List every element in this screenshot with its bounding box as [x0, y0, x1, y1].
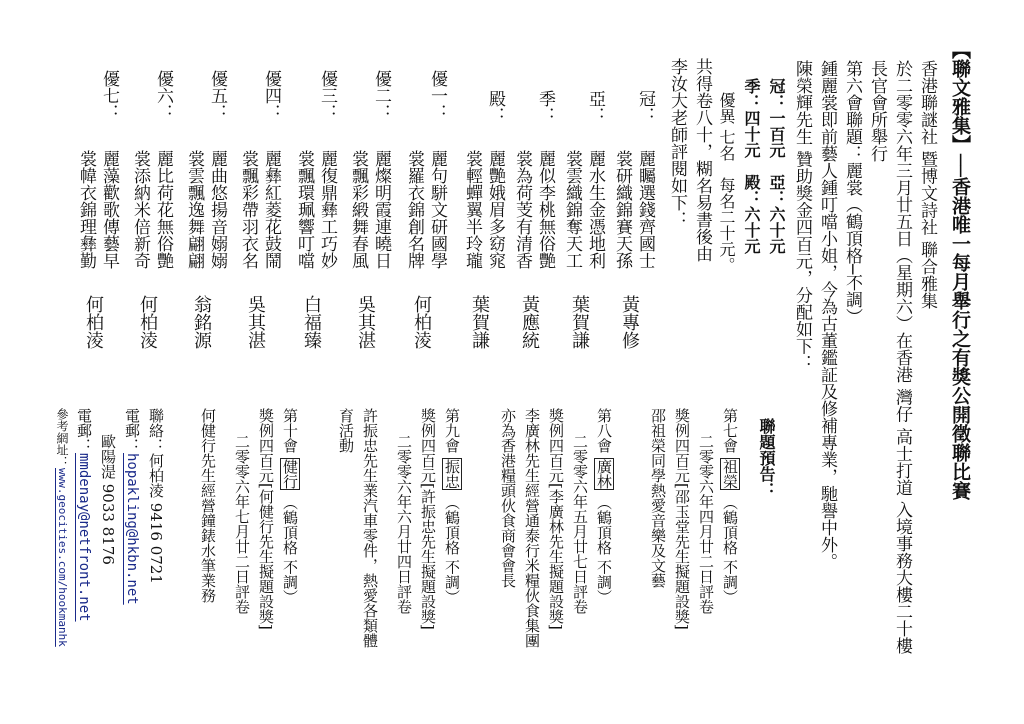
contact-person-2: 歐陽湜 9033 8176: [99, 434, 117, 565]
winner-line: 麗水生金憑地利: [585, 150, 605, 269]
session-number: 第八會: [595, 408, 613, 453]
winner-author: 白福臻: [301, 295, 322, 349]
winner-author: 吳其湛: [355, 295, 376, 349]
preview-session: [444, 408, 459, 604]
winner-author: 吳其湛: [245, 295, 266, 349]
session-topic: 振忠: [443, 458, 461, 489]
session-topic: 祖榮: [721, 458, 739, 489]
intro-line: 陳榮輝先生 贊助獎金四百元，分配如下：: [792, 60, 812, 372]
preview-prize: 獎例四百元[李廣林先生擬題設獎]: [547, 408, 565, 630]
winner-line: 麗比荷花無俗艷: [153, 150, 173, 269]
contact-person: [148, 408, 163, 584]
intro-line: 長官會所舉行: [867, 60, 887, 162]
winner-rank: 亞：: [585, 90, 605, 124]
preview-session: [282, 408, 297, 604]
intro-line: 香港聯謎社 暨博文詩社 聯合雅集: [917, 60, 937, 309]
winner-line: 麗曲悠揚音嫋嫋: [207, 150, 227, 269]
winner-line: 麗燦明霞連曉日: [371, 150, 391, 269]
preview-prize: 獎例四百元[許振忠先生擬題設獎]: [419, 408, 437, 630]
prize-text: 季：四十元 殿：六十元: [742, 78, 761, 254]
winner-rank: 冠：: [635, 90, 655, 124]
page-title: 【聯文雅集】──香港唯一每月舉行之有獎公開徵聯比賽: [949, 40, 971, 500]
winner-rank: 優七：: [99, 70, 119, 121]
email-label: 電郵：: [75, 408, 93, 453]
winner-line: 裳輕蟬翼半玲瓏: [462, 150, 482, 269]
honor-line: 優異 七名 每名二十元。: [717, 92, 736, 274]
contact-email: [124, 408, 139, 605]
session-number: 第十會: [281, 408, 299, 453]
reference-url: [56, 408, 68, 647]
winner-author: 黃應統: [519, 295, 540, 349]
intro-line: 第六會聯題：麗裳（鶴頂格─不調）: [842, 60, 862, 326]
contact-label: 聯絡：: [147, 408, 165, 453]
preview-session: [596, 408, 611, 604]
session-format: （鶴頂格 不調）: [595, 494, 613, 605]
winner-author: 葉賀謙: [569, 295, 590, 349]
intro-line: 於二零零六年三月廿五日（星期六）在香港 灣仔 高士打道 入境事務大樓二十樓: [892, 60, 912, 655]
preview-note: 育活動: [337, 408, 355, 453]
preview-session: [722, 408, 737, 604]
winner-line: 麗句駢文研國學: [427, 150, 447, 269]
winner-rank: 優六：: [153, 70, 173, 121]
intro-line: 鍾麗裳即前藝人鍾叮噹小姐，今為古董鑑証及修補專業，馳譽中外。: [817, 60, 837, 570]
url-link[interactable]: www.geocities.com/hookmanhk: [56, 468, 69, 647]
email-link[interactable]: mmdenay@netfront.net: [76, 453, 92, 622]
winner-line: 麗矚選錢齊國士: [635, 150, 655, 269]
contact-email-2: [76, 408, 91, 622]
email-label: 電郵：: [123, 408, 141, 453]
session-topic: 廣林: [595, 458, 613, 489]
winner-line: 裳羅衣錦創名牌: [404, 150, 424, 269]
preview-note: 亦為香港糧頭伙食商會會長: [499, 408, 517, 588]
contact-person-value: 何柏淩 9416 0721: [147, 453, 165, 584]
preview-date: 二零零六年六月廿四日評卷: [395, 434, 413, 614]
winner-rank: 優二：: [371, 70, 391, 121]
prize-line: [768, 78, 784, 254]
preview-date: 二零零六年五月廿七日評卷: [571, 434, 589, 614]
winner-line: 裳幃衣錦理彝勤: [76, 150, 96, 269]
winner-author: 葉賀謙: [469, 295, 490, 349]
winner-rank: 優三：: [317, 70, 337, 121]
winner-line: 裳雲飄逸舞翩翩: [184, 150, 204, 269]
winner-line: 裳飄彩帶羽衣名: [238, 150, 258, 269]
preview-note: 許振忠先生業汽車零件，熱愛各類體: [361, 408, 379, 648]
winner-author: 何柏淩: [83, 295, 104, 349]
session-format: （鶴頂格 不調）: [281, 494, 299, 605]
prize-line: [743, 78, 759, 254]
preview-prize: 獎例四百元[何健行先生擬題設獎]: [257, 408, 275, 630]
winner-line: 裳研織錦賽天孫: [612, 150, 632, 269]
winner-line: 麗復鼎彝工巧妙: [317, 150, 337, 269]
prize-text: 冠：一百元 亞：六十元: [767, 78, 786, 254]
winner-line: 麗藻歡歌傳藝早: [99, 150, 119, 269]
winner-rank: 季：: [535, 90, 555, 124]
preview-note: 何健行先生經營鐘錶水筆業務: [199, 408, 217, 603]
winner-rank: 優五：: [207, 70, 227, 121]
preview-note: 邵祖榮同學熱愛音樂及文藝: [649, 408, 667, 588]
winner-author: 何柏淩: [411, 295, 432, 349]
winner-rank: 優一：: [427, 70, 447, 121]
summary-line: 李汝大老師評閱如下：: [667, 58, 687, 228]
preview-date: 二零零六年七月廿二日評卷: [233, 434, 251, 614]
session-number: 第七會: [721, 408, 739, 453]
winner-rank: 優四：: [261, 70, 281, 121]
winner-author: 翁銘源: [191, 295, 212, 349]
session-number: 第九會: [443, 408, 461, 453]
email-link[interactable]: hopakling@hkbn.net: [124, 453, 140, 605]
winner-author: 何柏淩: [137, 295, 158, 349]
preview-note: 李廣林先生經營通泰行米糧伙食集團: [523, 408, 541, 648]
winner-line: 裳添納米倍新奇: [130, 150, 150, 269]
winner-line: 裳雲織錦奪天工: [562, 150, 582, 269]
preview-date: 二零零六年四月廿二日評卷: [697, 434, 715, 614]
preview-prize: 獎例四百元[邵玉堂先生擬題設獎]: [673, 408, 691, 630]
winner-rank: 殿：: [485, 90, 505, 124]
url-label: 參考網址：: [55, 408, 69, 468]
summary-line: 共得卷八十，糊名易書後由: [692, 58, 712, 262]
winner-author: 黃專修: [619, 295, 640, 349]
winner-line: 裳飄環珮響叮噹: [294, 150, 314, 269]
winner-line: 裳為荷芰有清香: [512, 150, 532, 269]
session-format: （鶴頂格 不調）: [721, 494, 739, 605]
winner-line: 麗艷娥眉多窈窕: [485, 150, 505, 269]
winner-line: 裳飄彩緞舞春風: [348, 150, 368, 269]
session-topic: 健行: [281, 458, 299, 489]
preview-heading: 聯題預告：: [757, 418, 776, 498]
winner-line: 麗似李桃無俗艷: [535, 150, 555, 269]
winner-line: 麗彝紅菱花鼓鬧: [261, 150, 281, 269]
session-format: （鶴頂格 不調）: [443, 494, 461, 605]
